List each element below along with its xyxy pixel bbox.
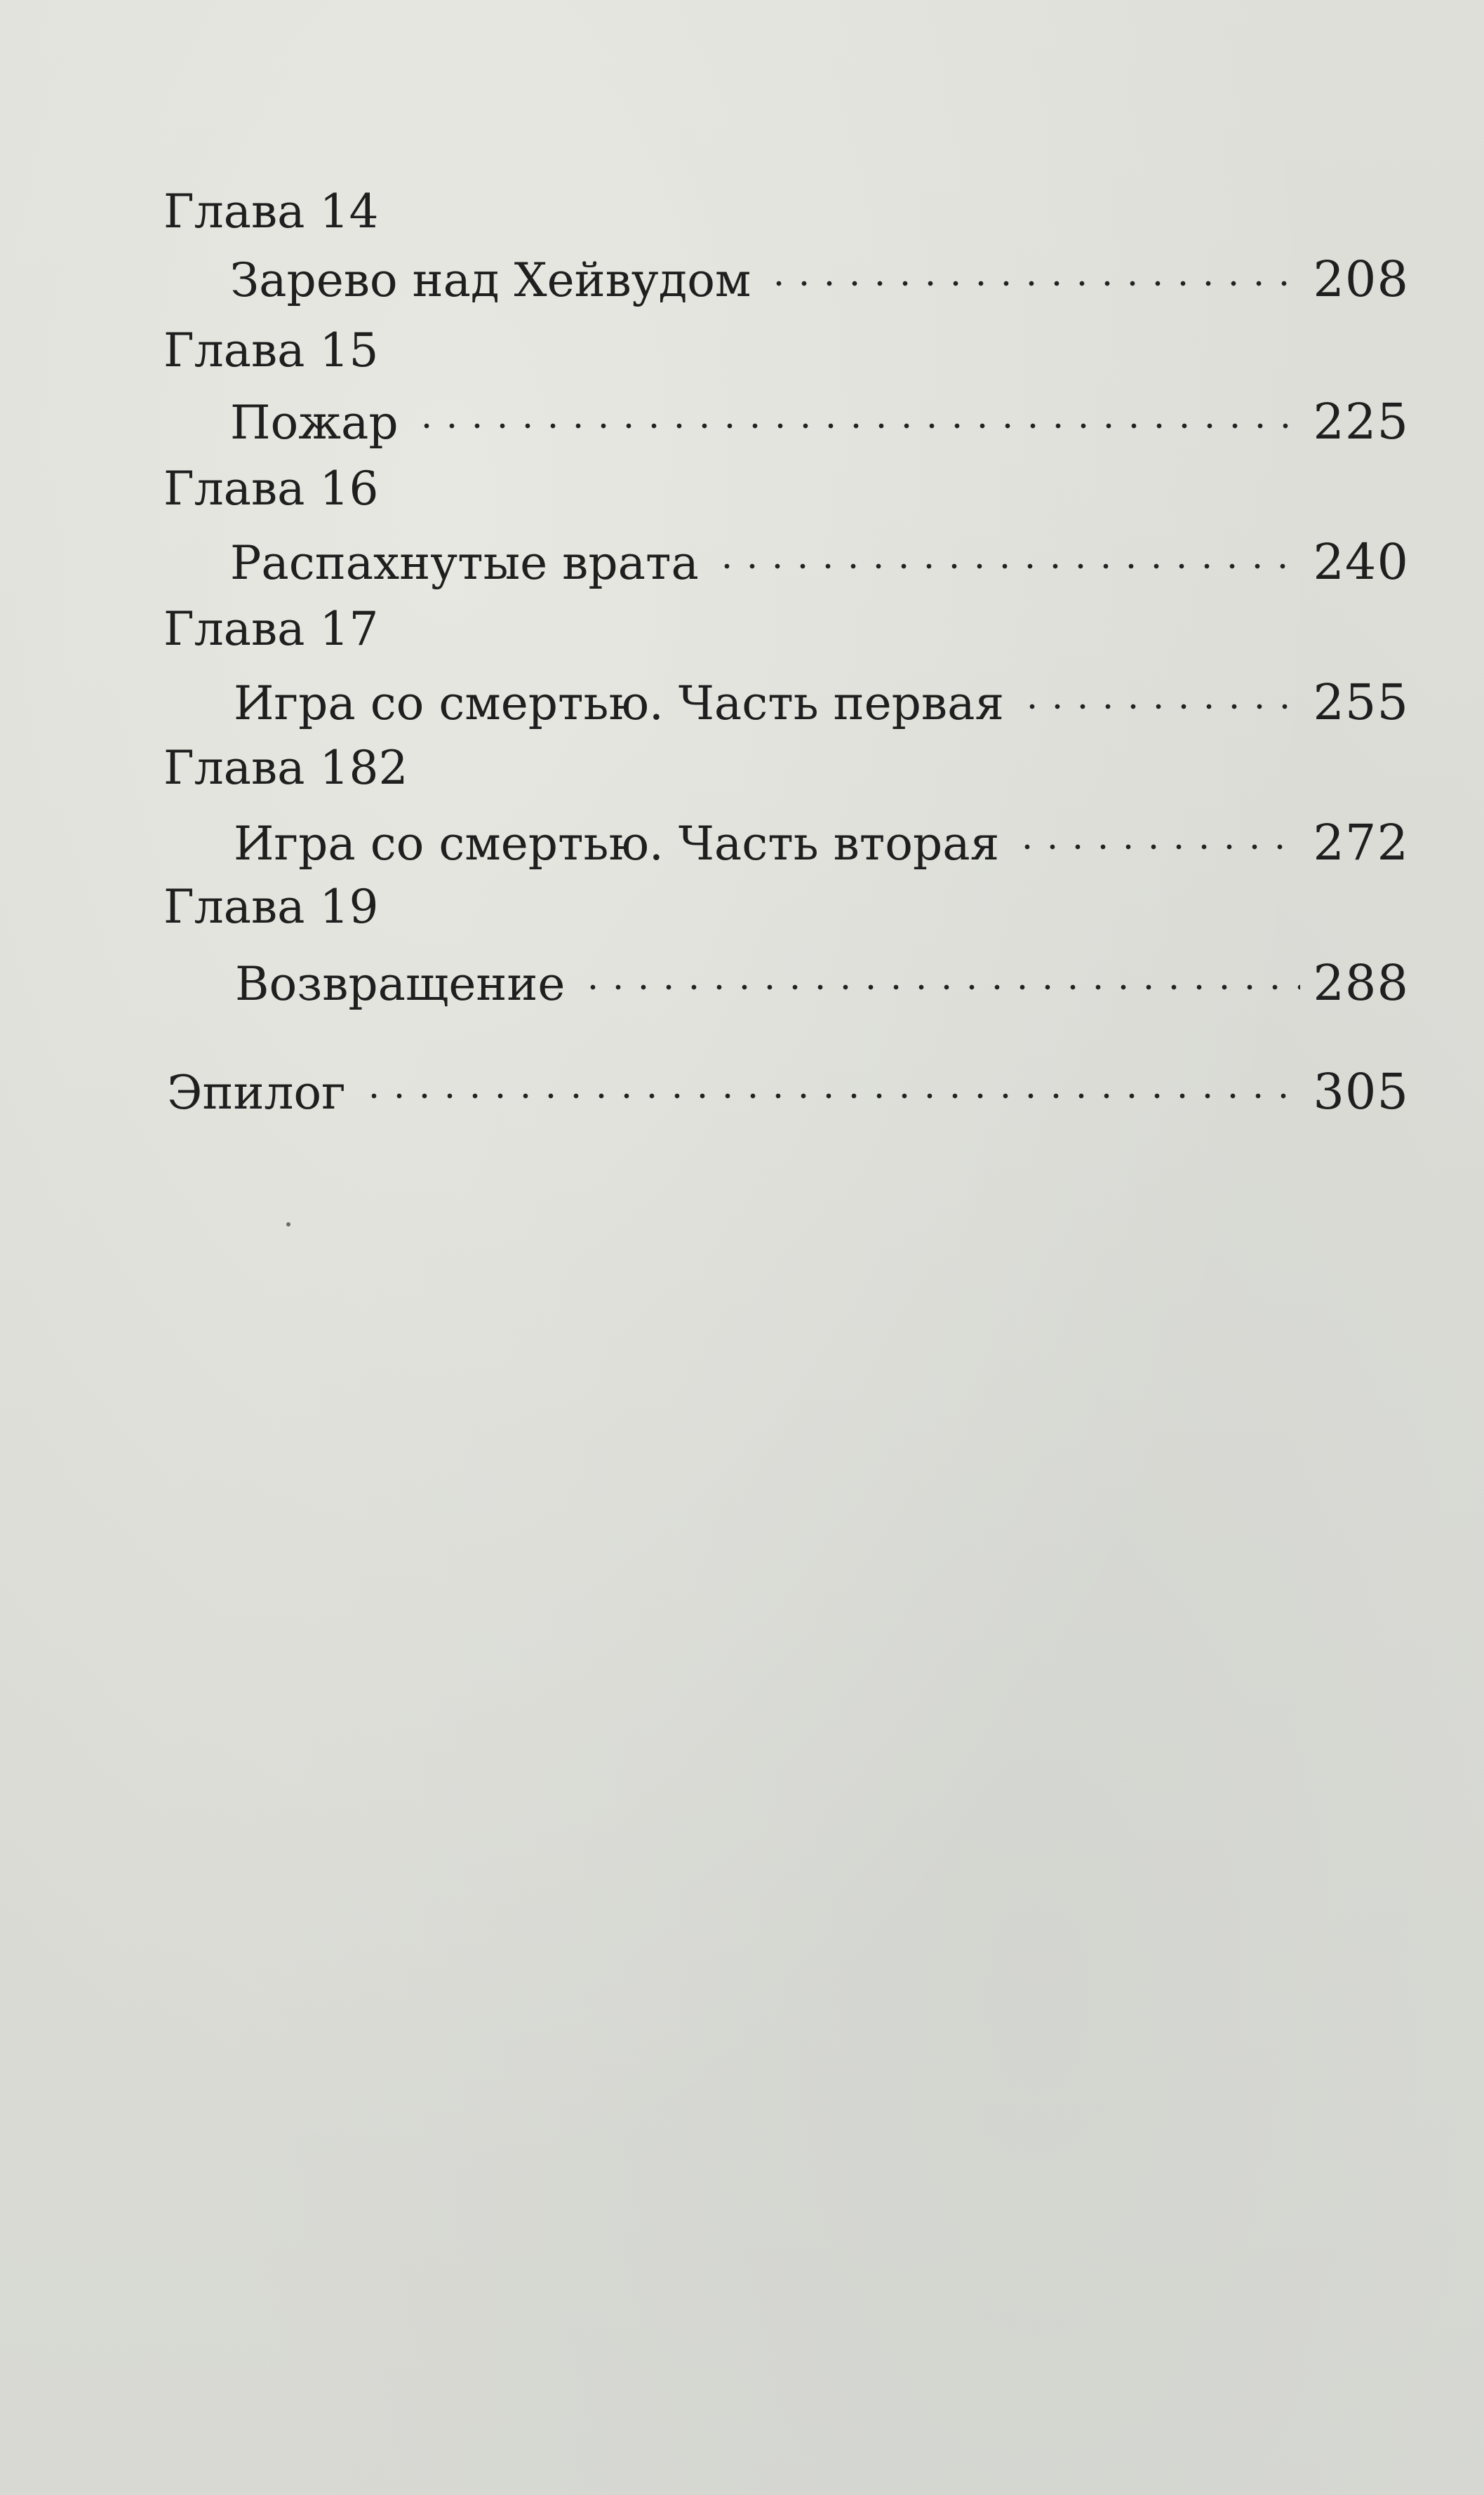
page-number: 240	[1313, 533, 1409, 591]
toc-entry-15	[230, 382, 1409, 451]
page-number: 305	[1313, 1063, 1409, 1121]
dot-leader	[1015, 803, 1300, 859]
dot-leader	[714, 523, 1301, 579]
toc-entry-14	[230, 240, 1409, 309]
page-number: 225	[1313, 393, 1409, 450]
chapter-heading-19: Глава 19	[163, 880, 379, 934]
page-number: 288	[1313, 954, 1409, 1012]
toc-entry-epilogue	[167, 1052, 1409, 1121]
toc-entry-182	[234, 803, 1409, 872]
toc-entry-16	[230, 523, 1409, 591]
dot-leader	[1020, 663, 1300, 719]
chapter-heading-16: Глава 16	[163, 462, 379, 516]
chapter-heading-15: Глава 15	[163, 323, 379, 377]
entry-title: Возвращение	[235, 957, 566, 1011]
dot-leader	[766, 240, 1300, 296]
toc-entry-19	[235, 944, 1409, 1012]
entry-title: Игра со смертью. Часть первая	[234, 676, 1005, 730]
chapter-heading-17: Глава 17	[163, 602, 379, 656]
entry-title: Распахнутые врата	[230, 536, 699, 590]
dot-leader	[580, 944, 1300, 1000]
chapter-heading-14: Глава 14	[163, 185, 379, 239]
entry-title: Пожар	[230, 396, 399, 450]
toc-entry-17	[234, 663, 1409, 732]
entry-title: Зарево над Хейвудом	[230, 253, 751, 307]
chapter-heading-182: Глава 182	[163, 741, 408, 795]
entry-title: Игра со смертью. Часть вторая	[234, 817, 1000, 871]
entry-title: Эпилог	[167, 1066, 346, 1120]
dot-leader	[414, 382, 1301, 439]
paper-speck	[286, 1222, 290, 1226]
dot-leader	[361, 1052, 1301, 1109]
page-number: 272	[1313, 814, 1409, 871]
page-number: 255	[1313, 674, 1409, 731]
table-of-contents	[0, 0, 1484, 1193]
page-number: 208	[1313, 250, 1409, 308]
